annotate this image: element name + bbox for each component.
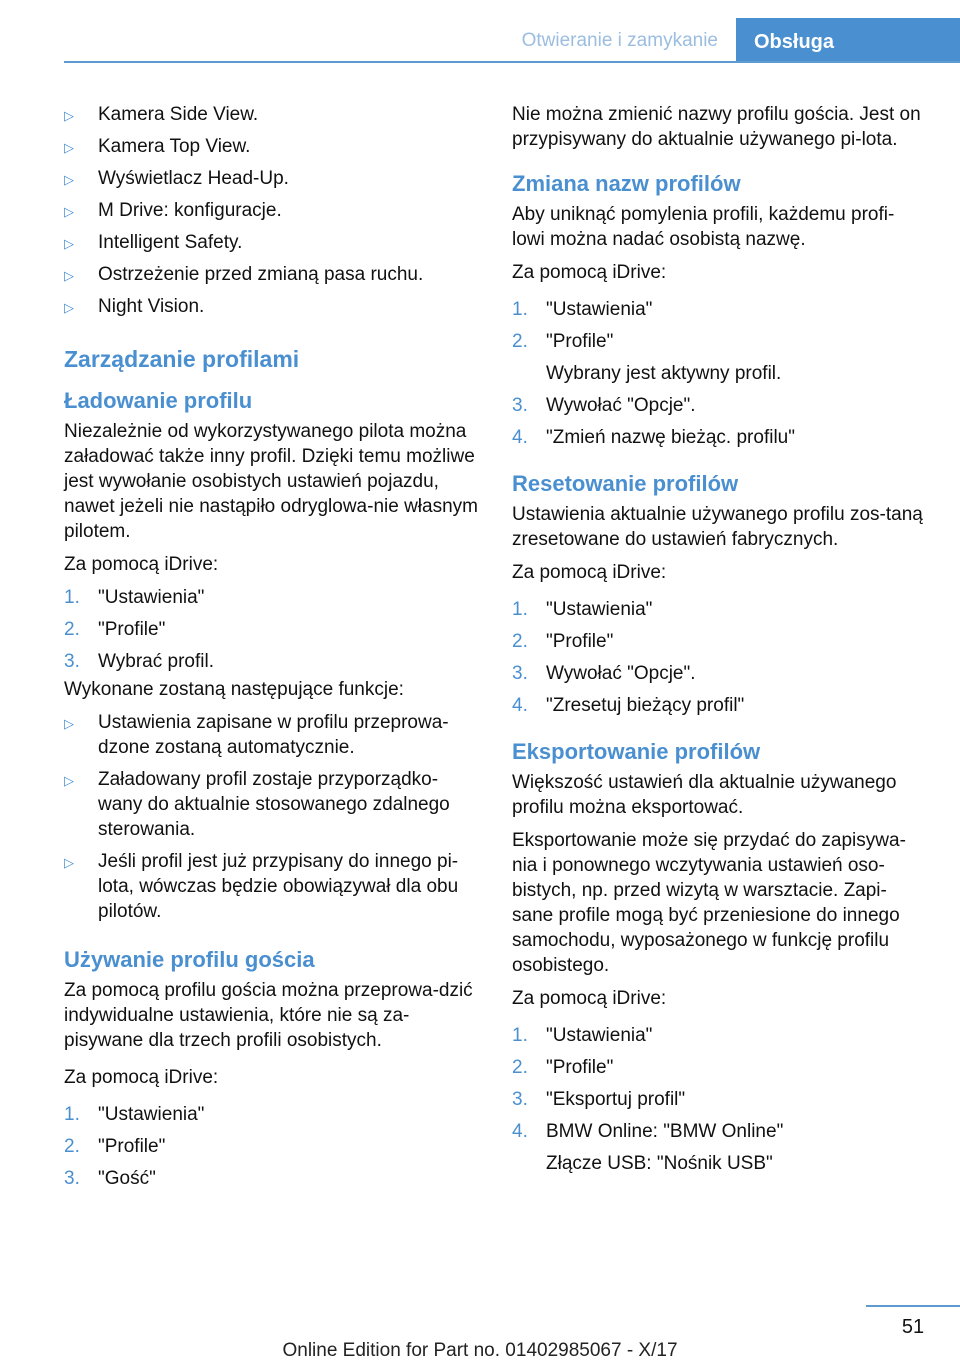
right-column (512, 102, 926, 1183)
list-item: ▷ M Drive: konfiguracje. (64, 198, 478, 223)
list-item: ▷ Ostrzeżenie przed zmianą pasa ruchu. (64, 262, 478, 287)
functions-list (64, 710, 478, 924)
paragraph: Za pomocą iDrive: (512, 988, 667, 1009)
step-item: 3. Wybrać profil. (64, 651, 214, 672)
list-item: ▷ Intelligent Safety. (64, 230, 478, 255)
list-item: ▷ Jeśli profil jest już przypisany do innego pi-lota, wówczas będzie obowiązywał dla obu pilotów. (64, 851, 459, 922)
triangle-bullet-icon: ▷ (64, 716, 74, 731)
paragraph: Większość ustawień dla aktualnie używanego profilu można eksportować. (512, 772, 897, 818)
list-item: ▷ Załadowany profil zostaje przyporządko-wany do aktualnie stosowanego zdalnego sterowania. (64, 769, 450, 840)
step-item: 3. Wywołać "Opcje". (512, 395, 696, 416)
header-rule (64, 61, 960, 63)
subheading-loading: Ładowanie profilu (64, 388, 253, 413)
steps-list (512, 1023, 926, 1176)
steps-list (512, 297, 926, 450)
section-heading-profiles: Zarządzanie profilami (64, 346, 300, 372)
triangle-bullet-icon: ▷ (64, 140, 74, 155)
triangle-bullet-icon: ▷ (64, 268, 74, 283)
step-item: 4. BMW Online: "BMW Online" Złącze USB: "Nośnik USB" (512, 1119, 926, 1176)
step-item: 3. Wywołać "Opcje". (512, 663, 696, 684)
steps-list (64, 1102, 478, 1191)
step-item: 2. "Profile" (64, 1136, 166, 1157)
step-item: 4. "Zmień nazwę bieżąc. profilu" (512, 427, 795, 448)
list-item: ▷ Ustawienia zapisane w profilu przeprowa-dzone zostaną automatycznie. (64, 712, 449, 758)
triangle-bullet-icon: ▷ (64, 300, 74, 315)
step-item: 2. "Profile" (512, 631, 614, 652)
page-number: 51 (901, 1316, 925, 1338)
step-item: 2. "Profile" Wybrany jest aktywny profil. (512, 329, 926, 386)
subheading-export: Eksportowanie profilów (512, 739, 761, 764)
step-item: 2. "Profile" (64, 619, 166, 640)
left-column (64, 102, 478, 1198)
paragraph: Niezależnie od wykorzystywanego pilota można załadować także inny profil. Dzięki temu możliwe jest wywołanie osobistych ustawień pojazdu, nawet jeżeli nie nastąpiło odryglowa-nie własnym pilotem. (64, 421, 478, 542)
triangle-bullet-icon: ▷ (64, 108, 74, 123)
step-item: 3. "Gość" (64, 1168, 156, 1189)
paragraph: Aby uniknąć pomylenia profili, każdemu profi-lowi można nadać osobistą nazwę. (512, 204, 895, 250)
triangle-bullet-icon: ▷ (64, 236, 74, 251)
triangle-bullet-icon: ▷ (64, 773, 74, 788)
paragraph: Wykonane zostaną następujące funkcje: (64, 679, 404, 700)
steps-list (64, 585, 478, 674)
footer-rule (866, 1305, 960, 1307)
subheading-reset: Resetowanie profilów (512, 471, 739, 496)
paragraph: Za pomocą profilu gościa można przeprowa-dzić indywidualne ustawienia, które nie są za-pisywane dla trzech profili osobistych. (64, 980, 473, 1051)
step-item: 1. "Ustawienia" (512, 1025, 653, 1046)
step-note: Wybrany jest aktywny profil. (546, 363, 782, 384)
step-item: 1. "Ustawienia" (64, 587, 205, 608)
paragraph: Za pomocą iDrive: (512, 562, 667, 583)
feature-list (64, 102, 478, 319)
paragraph: Nie można zmienić nazwy profilu gościa. Jest on przypisywany do aktualnie używanego pi-lota. (512, 104, 921, 150)
triangle-bullet-icon: ▷ (64, 204, 74, 219)
step-item: 1. "Ustawienia" (512, 299, 653, 320)
triangle-bullet-icon: ▷ (64, 172, 74, 187)
step-item: 2. "Profile" (512, 1057, 614, 1078)
list-item: ▷ Wyświetlacz Head-Up. (64, 166, 478, 191)
steps-list (512, 597, 926, 718)
paragraph: Za pomocą iDrive: (64, 554, 219, 575)
header-section-title: Otwieranie i zamykanie (521, 30, 718, 51)
paragraph: Za pomocą iDrive: (64, 1067, 219, 1088)
paragraph: Eksportowanie może się przydać do zapisywa-nia i ponownego wczytywania ustawień oso-bistych, np. przed wizytą w warsztacie. Zapi-sane profile mogą być przeniesione do innego samochodu, wyposażonego w funkcję profilu osobistego. (512, 830, 906, 976)
step-item: 3. "Eksportuj profil" (512, 1089, 686, 1110)
triangle-bullet-icon: ▷ (64, 855, 74, 870)
list-item: ▷ Kamera Top View. (64, 134, 478, 159)
list-item: ▷ Kamera Side View. (64, 102, 478, 127)
step-item: 1. "Ustawienia" (64, 1104, 205, 1125)
header-chapter-tab: Obsługa (736, 18, 960, 62)
footer-edition: Online Edition for Part no. 01402985067 - X/17 (282, 1340, 678, 1361)
paragraph: Za pomocą iDrive: (512, 262, 667, 283)
subheading-rename: Zmiana nazw profilów (512, 171, 741, 196)
step-note: Złącze USB: "Nośnik USB" (546, 1153, 773, 1174)
step-item: 1. "Ustawienia" (512, 599, 653, 620)
paragraph: Ustawienia aktualnie używanego profilu zos-taną zresetowane do ustawień fabrycznych. (512, 504, 923, 550)
step-item: 4. "Zresetuj bieżący profil" (512, 695, 745, 716)
subheading-guest: Używanie profilu gościa (64, 947, 315, 972)
list-item: ▷ Night Vision. (64, 294, 478, 319)
